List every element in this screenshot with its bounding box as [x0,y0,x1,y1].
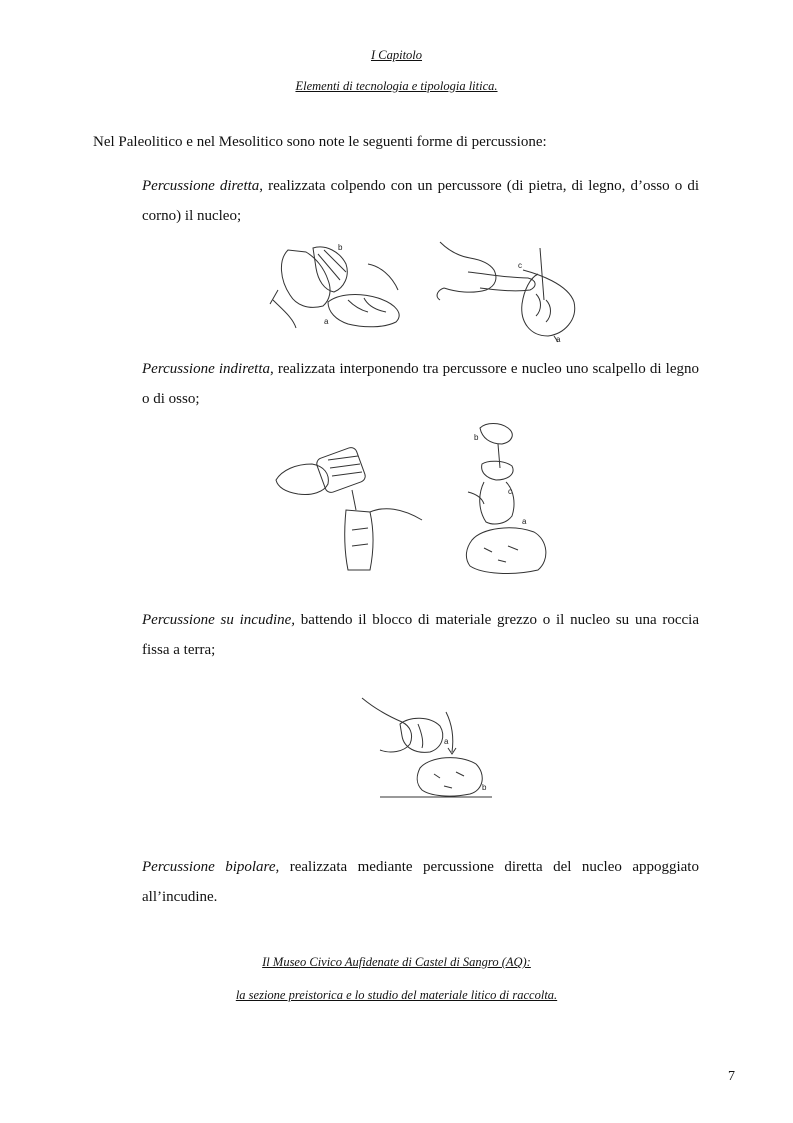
intro-paragraph: Nel Paleolitico e nel Mesolitico sono note le seguenti forme di percussione: [93,134,547,150]
item-term: Percussione bipolare, [142,859,280,875]
fig1b-label-c: c [518,261,522,270]
figure-anvil-percussion [360,694,510,802]
page-number: 7 [728,1069,735,1084]
fig1a-label-a: a [324,317,329,326]
item-text: , realizzata colpendo con un percussore (di pietra, di legno, d’osso o di corno) il nucleo; [142,178,699,224]
fig1b-label-a: a [556,335,561,344]
item-percussione-su-incudine [142,605,699,665]
footer-title-line1: Il Museo Civico Aufidenate di Castel di Sangro (AQ): [262,955,531,969]
item-term: Percussione su incudine, [142,612,296,628]
item-percussione-indiretta [142,354,699,414]
item-percussione-bipolare [142,852,699,912]
fig1a-label-b: b [338,243,343,252]
fig3-label-b: b [482,783,487,792]
fig2b-label-b: b [474,433,479,442]
direct-percussion-illustration [268,240,588,345]
indirect-percussion-illustration [272,420,552,580]
chapter-subtitle: Elementi di tecnologia e tipologia litica. [295,79,498,93]
item-term: Percussione indiretta [142,361,270,377]
item-text: realizzata mediante percussione diretta del nucleo appoggiato all’incudine. [142,859,699,905]
item-term: Percussione diretta [142,178,260,194]
footer-title-line2: la sezione preistorica e lo studio del materiale litico di raccolta. [235,988,558,1002]
figure-direct-percussion [268,240,588,345]
anvil-percussion-illustration [360,694,510,802]
item-text: battendo il blocco di materiale grezzo o il nucleo su una roccia fissa a terra; [142,612,700,658]
item-text: , realizzata interponendo tra percussore e nucleo uno scalpello di legno o di osso; [142,361,699,407]
item-percussione-diretta [142,171,699,231]
figure-indirect-percussion [272,420,552,580]
chapter-heading: I Capitolo [370,48,423,62]
fig3-label-a: a [444,737,449,746]
fig2b-label-a: a [522,517,527,526]
fig2b-label-c: c [508,487,512,496]
